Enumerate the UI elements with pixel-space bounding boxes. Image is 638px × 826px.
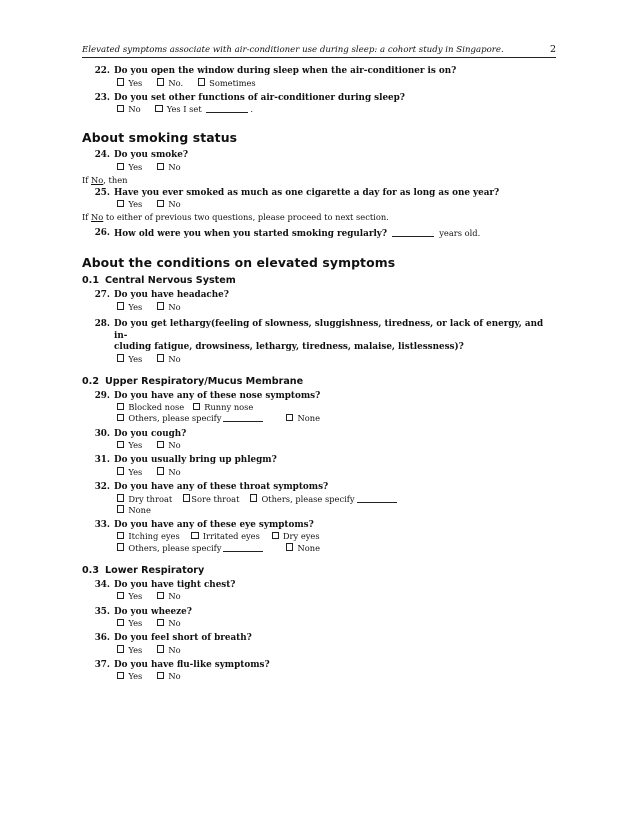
question-36 (82, 633, 556, 656)
option-no[interactable]: No (157, 440, 181, 451)
option-yes[interactable]: Yes (117, 591, 142, 602)
instruction-note: If No, then (82, 175, 128, 186)
checkbox-icon[interactable] (117, 672, 124, 679)
checkbox-icon[interactable] (117, 403, 124, 410)
question-number: 32. (94, 482, 110, 493)
question-27 (82, 290, 556, 313)
question-30 (82, 429, 556, 452)
checkbox-icon[interactable] (117, 105, 124, 112)
checkbox-icon[interactable] (117, 200, 124, 207)
question-text: Do you have any of these nose symptoms? (114, 390, 321, 401)
specify-blank[interactable] (223, 543, 263, 552)
option-yes[interactable]: Yes (117, 671, 142, 682)
option-blocked-nose[interactable]: Blocked nose (117, 402, 184, 413)
checkbox-icon[interactable] (250, 494, 257, 501)
checkbox-icon[interactable] (157, 672, 164, 679)
question-number: 24. (94, 150, 110, 161)
option-no[interactable]: No (157, 591, 181, 602)
question-number: 35. (94, 606, 110, 617)
option-no[interactable]: No (157, 162, 181, 173)
question-number: 27. (94, 290, 110, 301)
question-number: 31. (94, 455, 110, 466)
question-29 (82, 391, 556, 425)
question-text: Do you have headache? (114, 290, 229, 301)
question-37 (82, 660, 556, 683)
question-text: Do you have any of these eye symptoms? (114, 519, 314, 530)
question-number: 36. (94, 633, 110, 644)
option-runny-nose[interactable]: Runny nose (193, 402, 254, 413)
question-text: Do you smoke? (114, 150, 188, 161)
checkbox-icon[interactable] (286, 543, 293, 550)
option-others[interactable]: Others, please specify (117, 413, 265, 424)
checkbox-icon[interactable] (155, 105, 162, 112)
option-yes[interactable]: Yes (117, 78, 142, 89)
option-yes[interactable]: Yes (117, 618, 142, 629)
question-number: 23. (94, 92, 110, 103)
option-no[interactable]: No (157, 467, 181, 478)
option-sometimes[interactable]: Sometimes (198, 78, 256, 89)
instruction-note: If No to either of previous two questions, please proceed to next section. (82, 212, 389, 223)
option-yes[interactable]: Yes (117, 162, 142, 173)
checkbox-icon[interactable] (117, 163, 124, 170)
option-sore-throat[interactable]: Sore throat (183, 494, 240, 505)
question-text: Do you cough? (114, 428, 187, 439)
age-blank[interactable] (392, 228, 434, 237)
question-text: Do you have tight chest? (114, 579, 236, 590)
question-33 (82, 520, 556, 554)
question-text-line-1: Do you get lethargy(feeling of slowness, sluggishness, tiredness, or lack of energy, and in- (114, 319, 544, 341)
question-25 (82, 188, 556, 211)
option-no[interactable]: No (157, 671, 181, 682)
checkbox-icon[interactable] (117, 78, 124, 85)
specify-blank[interactable] (357, 494, 397, 503)
question-text: Have you ever smoked as much as one cigarette a day for as long as one year? (114, 187, 500, 198)
option-yes[interactable]: Yes (117, 440, 142, 451)
option-none[interactable]: None (286, 413, 320, 424)
checkbox-icon[interactable] (117, 354, 124, 361)
checkbox-icon[interactable] (117, 592, 124, 599)
question-28 (82, 319, 556, 365)
checkbox-icon[interactable] (157, 441, 164, 448)
fill-in-blank[interactable] (206, 104, 248, 113)
option-dry-eyes[interactable]: Dry eyes (272, 531, 320, 542)
question-text: How old were you when you started smoking regularly? (114, 228, 388, 239)
checkbox-icon[interactable] (157, 467, 164, 474)
running-header (82, 44, 556, 58)
subsection-heading-upper-respiratory: 0.2 Upper Respiratory/Mucus Membrane (82, 375, 304, 387)
checkbox-icon[interactable] (157, 78, 164, 85)
option-yes[interactable]: Yes (117, 199, 142, 210)
question-text: Do you feel short of breath? (114, 633, 252, 644)
question-35 (82, 607, 556, 630)
checkbox-icon[interactable] (272, 532, 279, 539)
option-no[interactable]: No (157, 645, 181, 656)
checkbox-icon[interactable] (157, 592, 164, 599)
option-yes[interactable]: Yes (117, 467, 142, 478)
checkbox-icon[interactable] (157, 200, 164, 207)
checkbox-icon[interactable] (157, 354, 164, 361)
option-others[interactable]: Others, please specify (117, 543, 265, 554)
question-23: 23. Do you set other functions of air-conditioner during sleep? No Yes I set . (82, 93, 556, 116)
checkbox-icon[interactable] (198, 78, 205, 85)
option-yes-i-set[interactable]: Yes I set (155, 104, 201, 115)
question-26: 26. How old were you when you started smoking regularly? years old. (82, 228, 556, 241)
header-title: Elevated symptoms associate with air-conditioner use during sleep: a cohort study in Singapore. (82, 45, 504, 55)
question-number: 37. (94, 659, 110, 670)
question-31 (82, 455, 556, 478)
checkbox-icon[interactable] (183, 494, 190, 501)
question-number: 26. (94, 227, 110, 238)
option-yes[interactable]: Yes (117, 302, 142, 313)
checkbox-icon[interactable] (117, 532, 124, 539)
subsection-heading-lower-respiratory: 0.3 Lower Respiratory (82, 564, 205, 576)
option-no[interactable]: No. (157, 78, 183, 89)
option-yes[interactable]: Yes (117, 354, 142, 365)
question-number: 28. (94, 319, 110, 330)
question-number: 22. (94, 66, 110, 76)
question-number: 25. (94, 187, 110, 198)
checkbox-icon[interactable] (117, 302, 124, 309)
option-dry-throat[interactable]: Dry throat (117, 494, 172, 505)
question-34 (82, 580, 556, 603)
option-no[interactable]: No (117, 104, 141, 115)
section-heading-smoking: About smoking status (82, 130, 238, 146)
checkbox-icon[interactable] (117, 505, 124, 512)
section-heading-conditions: About the conditions on elevated symptoms (82, 255, 396, 271)
specify-blank[interactable] (223, 413, 263, 422)
question-24 (82, 150, 556, 173)
checkbox-icon[interactable] (157, 163, 164, 170)
question-text: Do you usually bring up phlegm? (114, 455, 277, 466)
question-number: 29. (94, 390, 110, 401)
question-22 (82, 66, 556, 89)
question-text: Do you have any of these throat symptoms? (114, 482, 329, 493)
question-number: 34. (94, 579, 110, 590)
checkbox-icon[interactable] (193, 403, 200, 410)
checkbox-icon[interactable] (117, 543, 124, 550)
checkbox-icon[interactable] (117, 467, 124, 474)
checkbox-icon[interactable] (117, 414, 124, 421)
option-no[interactable]: No (157, 199, 181, 210)
subsection-heading-cns: 0.1 Central Nervous System (82, 275, 236, 287)
checkbox-icon[interactable] (191, 532, 198, 539)
question-text: Do you wheeze? (114, 606, 192, 617)
option-no[interactable]: No (157, 354, 181, 365)
question-text: Do you have flu-like symptoms? (114, 659, 270, 670)
question-text: Do you open the window during sleep when the air-conditioner is on? (114, 66, 457, 76)
option-no[interactable]: No (157, 302, 181, 313)
question-32 (82, 482, 556, 516)
option-none[interactable]: None (117, 505, 151, 516)
question-number: 33. (94, 519, 110, 530)
checkbox-icon[interactable] (157, 645, 164, 652)
checkbox-icon[interactable] (157, 302, 164, 309)
question-text: Do you set other functions of air-conditioner during sleep? (114, 92, 405, 103)
option-yes[interactable]: Yes (117, 645, 142, 656)
option-others[interactable]: Others, please specify (250, 494, 398, 505)
option-none[interactable]: None (286, 543, 320, 554)
question-text-line-2: cluding fatigue, drowsiness, lethargy, tiredness, malaise, listlessness)? (114, 342, 464, 353)
option-no[interactable]: No (157, 618, 181, 629)
checkbox-icon[interactable] (117, 619, 124, 626)
page-number: 2 (549, 44, 556, 55)
option-itching-eyes[interactable]: Itching eyes (117, 531, 180, 542)
checkbox-icon[interactable] (286, 414, 293, 421)
checkbox-icon[interactable] (117, 441, 124, 448)
checkbox-icon[interactable] (157, 619, 164, 626)
question-number: 30. (94, 428, 110, 439)
checkbox-icon[interactable] (117, 645, 124, 652)
option-irritated-eyes[interactable]: Irritated eyes (191, 531, 260, 542)
checkbox-icon[interactable] (117, 494, 124, 501)
